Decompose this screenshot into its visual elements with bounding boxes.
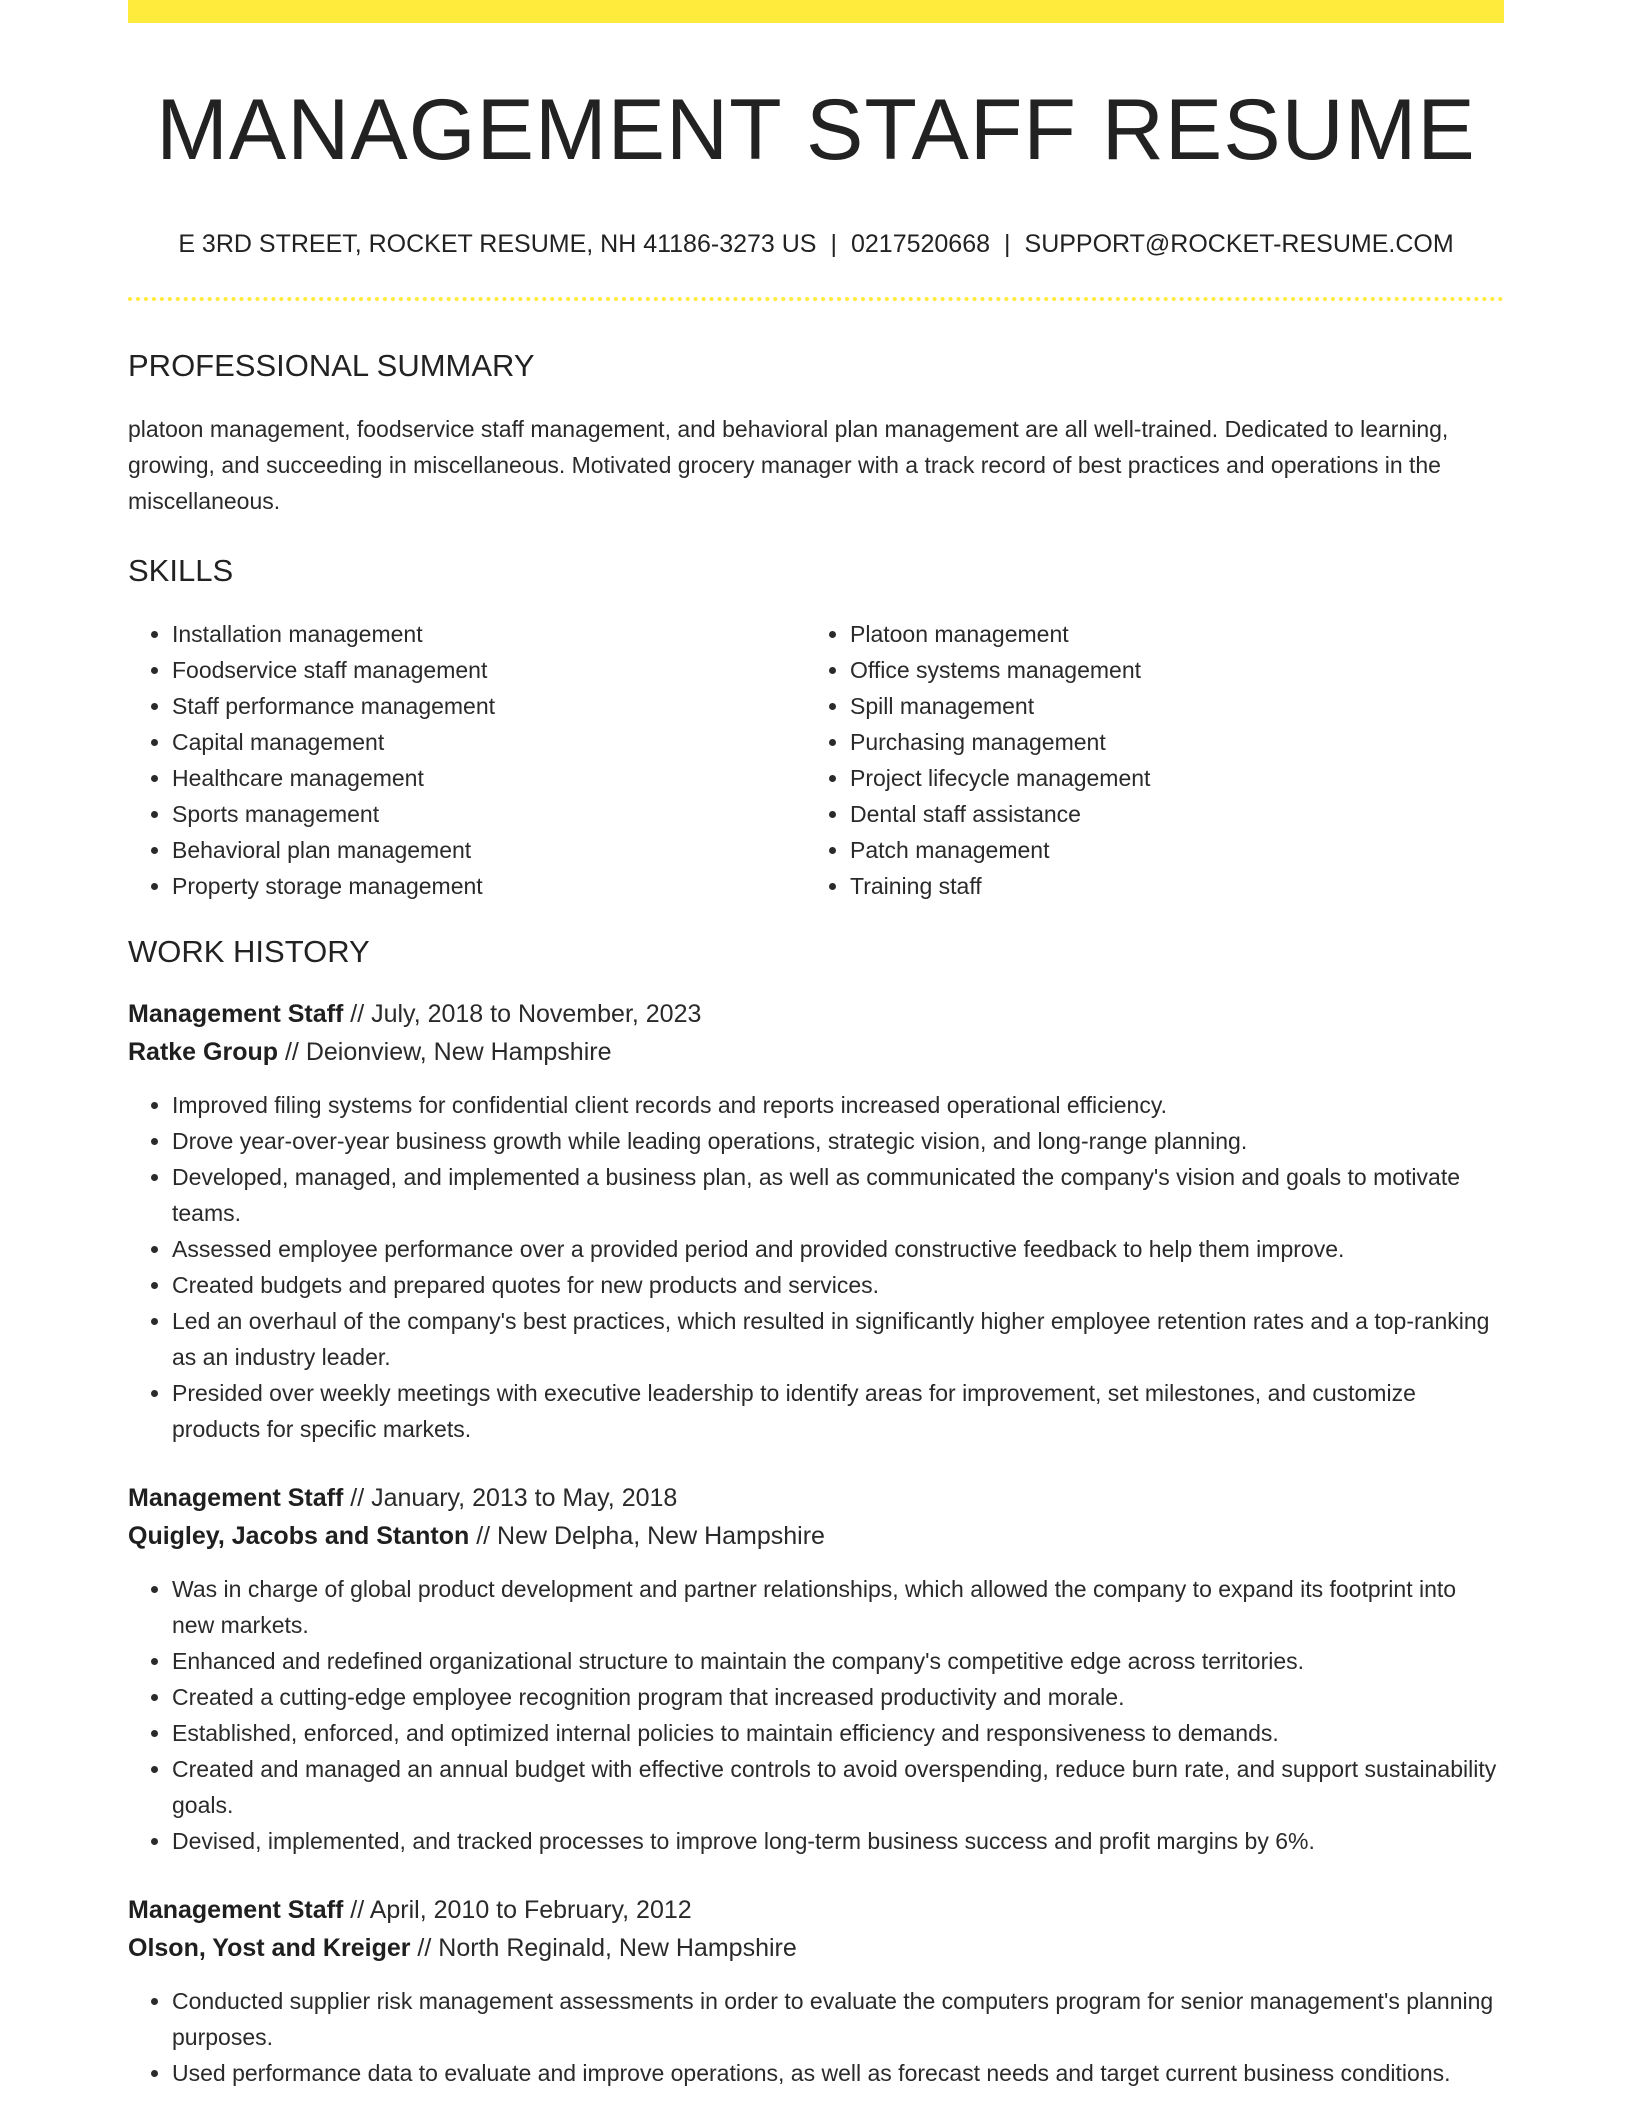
job-title: Management Staff xyxy=(128,999,344,1028)
job-bullets xyxy=(128,1087,1504,1447)
job-bullet: • Assessed employee performance over a provided period and provided constructive feedback to help them improve. xyxy=(172,1231,1504,1267)
job-bullet: • Conducted supplier risk management assessments in order to evaluate the computers program for senior management's planning purposes. xyxy=(172,1983,1504,2055)
job-dates: // January, 2013 to May, 2018 xyxy=(343,1483,678,1512)
skill-item: • Sports management xyxy=(172,796,806,832)
skill-item: • Spill management xyxy=(850,688,1484,724)
job-entry xyxy=(128,1891,1504,2091)
skill-item: • Foodservice staff management xyxy=(172,652,806,688)
skill-item: • Behavioral plan management xyxy=(172,832,806,868)
contact-phone: 0217520668 xyxy=(850,230,991,259)
job-title-line xyxy=(128,995,1504,1033)
job-title: Management Staff xyxy=(128,1895,344,1924)
work-history-heading: WORK HISTORY xyxy=(128,933,370,969)
job-company: Ratke Group xyxy=(128,1037,279,1066)
job-company-line xyxy=(128,1033,1504,1071)
job-bullet: • Established, enforced, and optimized internal policies to maintain efficiency and responsiveness to demands. xyxy=(172,1715,1504,1751)
job-title: Management Staff xyxy=(128,1483,344,1512)
job-location: // North Reginald, New Hampshire xyxy=(410,1933,797,1962)
skill-item: • Property storage management xyxy=(172,868,806,904)
job-company: Olson, Yost and Kreiger xyxy=(128,1933,411,1962)
job-bullets xyxy=(128,1983,1504,2091)
skill-item: • Purchasing management xyxy=(850,724,1484,760)
skill-item: • Dental staff assistance xyxy=(850,796,1484,832)
skills-heading: SKILLS xyxy=(128,553,234,589)
skill-item: • Installation management xyxy=(172,616,806,652)
resume-title: MANAGEMENT STAFF RESUME xyxy=(156,82,1476,178)
job-title-line xyxy=(128,1891,1504,1929)
job-bullet: • Enhanced and redefined organizational structure to maintain the company's competitive edge across territories. xyxy=(172,1643,1504,1679)
skill-item: • Staff performance management xyxy=(172,688,806,724)
contact-separator: | xyxy=(1004,230,1011,259)
skills-column-left xyxy=(128,616,806,904)
job-location: // Deionview, New Hampshire xyxy=(278,1037,612,1066)
skill-item: • Patch management xyxy=(850,832,1484,868)
job-bullets xyxy=(128,1571,1504,1859)
job-bullet: • Developed, managed, and implemented a business plan, as well as communicated the company's vision and goals to motivate teams. xyxy=(172,1159,1504,1231)
job-bullet: • Improved filing systems for confidential client records and reports increased operational efficiency. xyxy=(172,1087,1504,1123)
job-dates: // April, 2010 to February, 2012 xyxy=(343,1895,692,1924)
top-accent-bar xyxy=(128,0,1504,23)
job-bullet: • Created budgets and prepared quotes for new products and services. xyxy=(172,1267,1504,1303)
job-dates: // July, 2018 to November, 2023 xyxy=(343,999,702,1028)
job-bullet: • Drove year-over-year business growth while leading operations, strategic vision, and long-range planning. xyxy=(172,1123,1504,1159)
summary-heading: PROFESSIONAL SUMMARY xyxy=(128,348,535,384)
contact-address: E 3RD STREET, ROCKET RESUME, NH 41186-3273 US xyxy=(178,230,817,259)
job-location: // New Delpha, New Hampshire xyxy=(469,1521,825,1550)
contact-line xyxy=(128,229,1504,259)
job-bullet: • Presided over weekly meetings with executive leadership to identify areas for improvement, set milestones, and customize products for specific markets. xyxy=(172,1375,1504,1447)
skills-column-right xyxy=(806,616,1484,904)
contact-separator: | xyxy=(830,230,837,259)
job-entry xyxy=(128,995,1504,1447)
job-bullet: • Devised, implemented, and tracked processes to improve long-term business success and profit margins by 6%. xyxy=(172,1823,1504,1859)
summary-text: platoon management, foodservice staff management, and behavioral plan management are all well-trained. Dedicated to learning, growing, and succeeding in miscellaneous. Motivated grocery manager with a track record of best practices and operations in the miscellaneous. xyxy=(128,416,1449,515)
job-entry xyxy=(128,1479,1504,1859)
job-title-line xyxy=(128,1479,1504,1517)
job-bullet: • Created a cutting-edge employee recognition program that increased productivity and morale. xyxy=(172,1679,1504,1715)
skill-item: • Platoon management xyxy=(850,616,1484,652)
job-company-line xyxy=(128,1517,1504,1555)
skill-item: • Capital management xyxy=(172,724,806,760)
job-bullet: • Used performance data to evaluate and improve operations, as well as forecast needs and target current business conditions. xyxy=(172,2055,1504,2091)
job-company: Quigley, Jacobs and Stanton xyxy=(128,1521,470,1550)
skill-item: • Office systems management xyxy=(850,652,1484,688)
skills-grid xyxy=(128,616,1504,904)
job-bullet: • Led an overhaul of the company's best practices, which resulted in significantly higher employee retention rates and a top-ranking as an industry leader. xyxy=(172,1303,1504,1375)
dotted-divider xyxy=(128,297,1504,301)
job-bullet: • Was in charge of global product development and partner relationships, which allowed the company to expand its footprint into new markets. xyxy=(172,1571,1504,1643)
job-company-line xyxy=(128,1929,1504,1967)
resume-page xyxy=(128,0,1504,2091)
job-bullet: • Created and managed an annual budget with effective controls to avoid overspending, reduce burn rate, and support sustainability goals. xyxy=(172,1751,1504,1823)
skill-item: • Healthcare management xyxy=(172,760,806,796)
skill-item: • Project lifecycle management xyxy=(850,760,1484,796)
skill-item: • Training staff xyxy=(850,868,1484,904)
contact-email: SUPPORT@ROCKET-RESUME.COM xyxy=(1024,230,1454,259)
